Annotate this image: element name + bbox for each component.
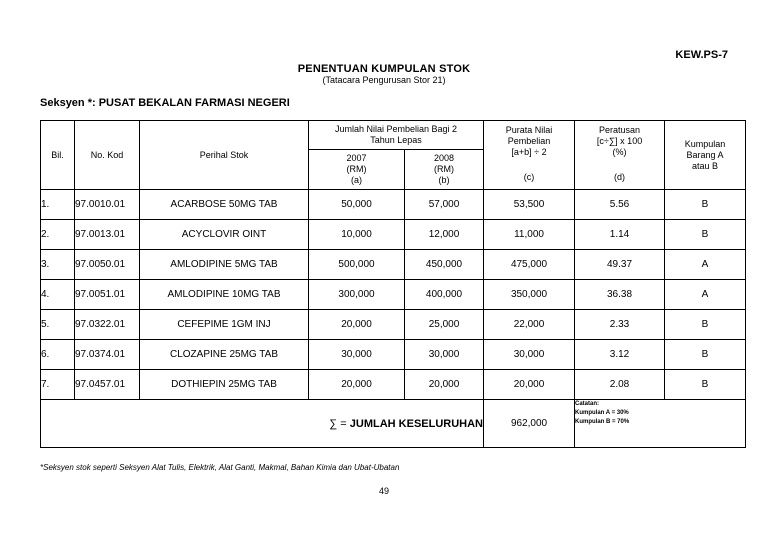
page-title: PENENTUAN KUMPULAN STOK (297, 63, 471, 75)
cell-bil: 2. (41, 220, 75, 250)
stock-table (40, 120, 746, 448)
cell-bil: 4. (41, 280, 75, 310)
cell-2007: 300,000 (309, 280, 405, 310)
note-kumpulan-a: Kumpulan A = 30% (575, 410, 629, 416)
cell-peratus: 2.33 (575, 310, 665, 340)
cell-2007: 50,000 (309, 190, 405, 220)
cell-2008: 30,000 (405, 340, 484, 370)
cell-purata: 475,000 (484, 250, 575, 280)
cell-2007: 30,000 (309, 340, 405, 370)
cell-bil: 1. (41, 190, 75, 220)
cell-2008: 20,000 (405, 370, 484, 400)
header-kod: No. Kod (75, 121, 140, 190)
total-label-cell (41, 400, 484, 448)
sum-symbol: ∑ = (329, 417, 350, 430)
header-perihal: Perihal Stok (140, 121, 309, 190)
cell-peratus: 36.38 (575, 280, 665, 310)
cell-bil: 3. (41, 250, 75, 280)
page-subtitle: (Tatacara Pengurusan Stor 21) (322, 75, 446, 85)
table-row (41, 250, 746, 280)
section-label: Seksyen *: PUSAT BEKALAN FARMASI NEGERI (40, 97, 290, 109)
cell-bil: 5. (41, 310, 75, 340)
header-2008-ref: (b) (438, 175, 450, 185)
cell-2008: 57,000 (405, 190, 484, 220)
header-peratusan-unit: (%) (612, 147, 627, 157)
cell-purata: 11,000 (484, 220, 575, 250)
cell-peratus: 3.12 (575, 340, 665, 370)
cell-kod: 97.0013.01 (75, 220, 140, 250)
cell-purata: 350,000 (484, 280, 575, 310)
cell-kumpulan: B (665, 220, 746, 250)
cell-kod: 97.0457.01 (75, 370, 140, 400)
cell-perihal: ACYCLOVIR OINT (140, 220, 309, 250)
header-2008 (405, 150, 484, 190)
header-purata-label: Purata Nilai Pembelian (505, 125, 553, 146)
header-peratusan (575, 121, 665, 190)
cell-purata: 53,500 (484, 190, 575, 220)
table-row (41, 220, 746, 250)
table-row (41, 340, 746, 370)
form-code: KEW.PS-7 (675, 49, 728, 61)
total-value: 962,000 (484, 400, 575, 448)
cell-perihal: CLOZAPINE 25MG TAB (140, 340, 309, 370)
header-peratusan-label: Peratusan (599, 125, 641, 135)
table-row (41, 190, 746, 220)
cell-peratus: 49.37 (575, 250, 665, 280)
header-2007 (309, 150, 405, 190)
header-2008-year: 2008 (433, 153, 455, 163)
notes-title: Catatan: (575, 401, 600, 407)
cell-2007: 20,000 (309, 310, 405, 340)
cell-kod: 97.0050.01 (75, 250, 140, 280)
note-kumpulan-b: Kumpulan B = 70% (575, 419, 630, 425)
cell-purata: 20,000 (484, 370, 575, 400)
table-row (41, 280, 746, 310)
header-purata-ref: (c) (523, 172, 535, 182)
cell-kumpulan: B (665, 340, 746, 370)
header-peratusan-formula: [c÷∑] x 100 (596, 136, 643, 146)
cell-kod: 97.0322.01 (75, 310, 140, 340)
cell-kod: 97.0374.01 (75, 340, 140, 370)
cell-kod: 97.0051.01 (75, 280, 140, 310)
header-2007-year: 2007 (346, 153, 367, 163)
header-2007-unit: (RM) (346, 164, 367, 174)
cell-perihal: DOTHIEPIN 25MG TAB (140, 370, 309, 400)
cell-perihal: AMLODIPINE 10MG TAB (140, 280, 309, 310)
footnote: *Seksyen stok seperti Seksyen Alat Tulis, Elektrik, Alat Ganti, Makmal, Bahan Kimia dan Ubat-Ubatan (40, 463, 400, 472)
table-row (41, 310, 746, 340)
cell-2008: 25,000 (405, 310, 484, 340)
cell-kumpulan: A (665, 250, 746, 280)
cell-purata: 30,000 (484, 340, 575, 370)
page-number: 49 (378, 486, 389, 496)
cell-perihal: AMLODIPINE 5MG TAB (140, 250, 309, 280)
header-jumlah: Jumlah Nilai Pembelian Bagi 2 Tahun Lepas (309, 121, 484, 150)
cell-2007: 10,000 (309, 220, 405, 250)
cell-2007: 500,000 (309, 250, 405, 280)
header-peratusan-ref: (d) (614, 172, 626, 182)
cell-2008: 12,000 (405, 220, 484, 250)
header-bil: Bil. (41, 121, 75, 190)
cell-kumpulan: B (665, 310, 746, 340)
header-purata (484, 121, 575, 190)
cell-kod: 97.0010.01 (75, 190, 140, 220)
cell-kumpulan: B (665, 370, 746, 400)
cell-perihal: CEFEPIME 1GM INJ (140, 310, 309, 340)
table-row (41, 370, 746, 400)
total-row (41, 400, 746, 448)
cell-2008: 400,000 (405, 280, 484, 310)
header-kumpulan: Kumpulan Barang A atau B (665, 121, 746, 190)
total-label: JUMLAH KESELURUHAN (349, 417, 484, 430)
cell-peratus: 1.14 (575, 220, 665, 250)
cell-bil: 7. (41, 370, 75, 400)
cell-perihal: ACARBOSE 50MG TAB (140, 190, 309, 220)
cell-purata: 22,000 (484, 310, 575, 340)
cell-2008: 450,000 (405, 250, 484, 280)
header-2007-ref: (a) (351, 175, 362, 185)
cell-bil: 6. (41, 340, 75, 370)
cell-kumpulan: B (665, 190, 746, 220)
header-purata-formula: [a+b] ÷ 2 (511, 147, 547, 157)
notes-cell (575, 400, 746, 448)
header-2008-unit: (RM) (434, 164, 454, 174)
cell-peratus: 2.08 (575, 370, 665, 400)
cell-2007: 20,000 (309, 370, 405, 400)
cell-kumpulan: A (665, 280, 746, 310)
cell-peratus: 5.56 (575, 190, 665, 220)
